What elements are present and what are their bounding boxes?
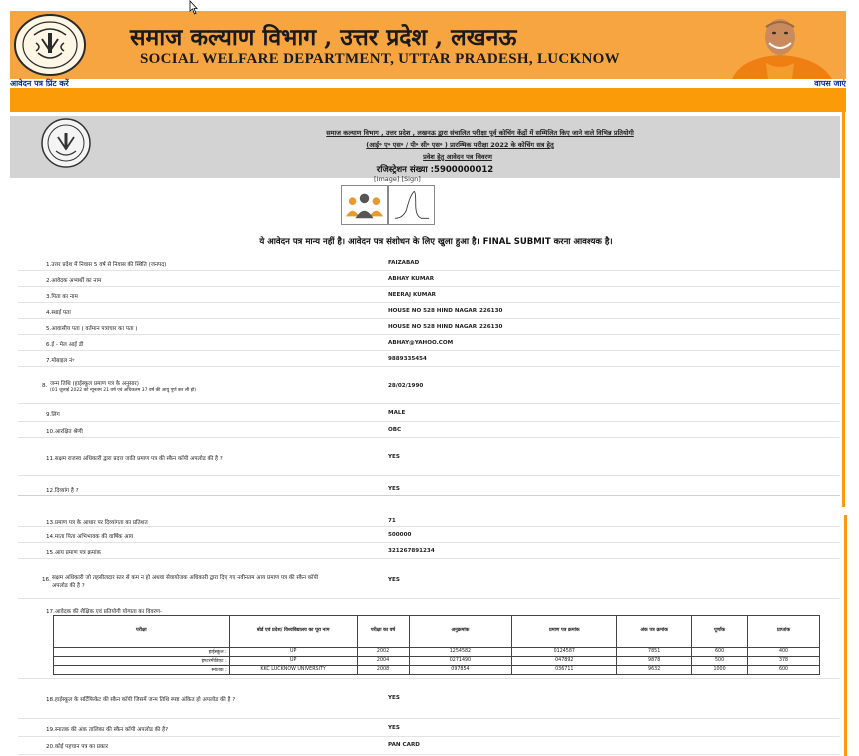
header-title-english: SOCIAL WELFARE DEPARTMENT, UTTAR PRADESH, LUCKNOW xyxy=(140,51,620,67)
table-cell: 500 xyxy=(692,656,748,665)
table-cell: 9878 xyxy=(617,656,692,665)
table-cell: UP xyxy=(229,647,357,656)
table-cell: 378 xyxy=(748,656,820,665)
table-header: अंक पत्र क्रमांक xyxy=(617,616,692,648)
field-value: 9889335454 xyxy=(388,356,427,362)
field-label: 20.कोई पहचान पत्र का प्रकार xyxy=(46,744,108,750)
field-row xyxy=(18,513,840,527)
header-title-hindi: समाज कल्याण विभाग , उत्तर प्रदेश , लखनऊ xyxy=(130,24,517,51)
field-value: YES xyxy=(388,486,400,492)
table-cell: 2002 xyxy=(357,647,409,656)
field-row xyxy=(18,679,840,719)
field-label: जन्म तिथि (हाईस्कूल प्रमाण पत्र के अनुसार) xyxy=(50,381,139,387)
field-value: 28/02/1990 xyxy=(388,383,424,389)
field-label: 12.दिव्यांग है ? xyxy=(46,488,79,494)
field-row xyxy=(18,543,840,559)
field-value: HOUSE NO 528 HIND NAGAR 226130 xyxy=(388,324,503,330)
field-value: ABHAY@YAHOO.COM xyxy=(388,340,454,346)
field-row xyxy=(18,351,840,367)
field-label: 4.स्थाई पता xyxy=(46,310,71,316)
table-cell: 2004 xyxy=(357,656,409,665)
field-row xyxy=(18,404,840,422)
field-value: 500000 xyxy=(388,532,412,538)
table-header: बोर्ड एवं प्रदेश/ विश्वविद्यालय का पूरा नाम xyxy=(229,616,357,648)
form-heading-line-2: (आई॰ ए॰ एस॰ / पी॰ सी॰ एस॰ ) प्रारम्भिक परीक्षा 2022 के कोचिंग सत्र हेतु xyxy=(366,141,554,149)
field-value: YES xyxy=(388,577,400,583)
table-cell: UP xyxy=(229,656,357,665)
field-row xyxy=(18,737,840,755)
table-cell: स्नातक : xyxy=(54,665,230,674)
education-details-table xyxy=(53,615,820,675)
chief-minister-photo xyxy=(722,13,842,79)
field-value: 321267891234 xyxy=(388,548,435,554)
field-label: 19.स्नातक की अंक तालिका की स्कैन कॉपी अपलोड की है? xyxy=(46,727,169,733)
table-cell: 0124587 xyxy=(512,647,617,656)
table-cell: 097854 xyxy=(409,665,512,674)
right-border-line xyxy=(842,112,845,507)
table-cell: 9632 xyxy=(617,665,692,674)
table-row xyxy=(54,647,820,656)
field-value: YES xyxy=(388,695,400,701)
up-government-emblem-icon xyxy=(12,13,88,77)
application-form xyxy=(10,112,840,756)
table-header: परीक्षा का वर्ष xyxy=(357,616,409,648)
field-label: 15.आय प्रमाण पत्र क्रमांक xyxy=(46,550,101,556)
image-sign-labels: [Image] [Sign] xyxy=(374,175,421,183)
table-cell: 1254582 xyxy=(409,647,512,656)
table-cell: हाईस्कूल : xyxy=(54,647,230,656)
field-value: PAN CARD xyxy=(388,742,420,748)
table-cell: 036711 xyxy=(512,665,617,674)
field-label: 6.ई - मेल आई डी xyxy=(46,342,84,348)
field-row xyxy=(18,367,840,404)
table-row xyxy=(54,656,820,665)
field-label: 17.आवेदक की शैक्षिक एवं प्रतियोगी योग्यता का विवरण- xyxy=(46,609,162,615)
field-row xyxy=(18,422,840,438)
field-value: 71 xyxy=(388,518,396,524)
application-status-notice: ये आवेदन पत्र मान्य नहीं है। आवेदन पत्र संशोधन के लिए खुला हुआ है। FINAL SUBMIT करना आवश्यक है। xyxy=(259,237,613,247)
field-label-note: (01 जुलाई 2022 को न्यूनतम 21 वर्ष एवं अधिकतम 37 वर्ष की आयु पूर्ण कर ली हो) xyxy=(50,388,197,393)
table-cell: इण्टरमीडिएट : xyxy=(54,656,230,665)
table-header: पूर्णांक xyxy=(692,616,748,648)
field-value: OBC xyxy=(388,427,402,433)
field-label: 10.आरक्षित श्रेणी xyxy=(46,429,83,435)
right-border-line-lower xyxy=(844,515,847,756)
field-row xyxy=(18,527,840,543)
field-row xyxy=(18,255,840,271)
table-header: परीक्षा xyxy=(54,616,230,648)
registration-number: रजिस्ट्रेशन संख्या :5900000012 xyxy=(376,165,494,175)
field-label: 5.आवासीय पता ( वर्तमान पत्राचार का पता ) xyxy=(46,326,138,332)
field-label: 14.माता पिता अभिभावक की वार्षिक आय xyxy=(46,534,134,540)
field-row xyxy=(18,476,840,496)
table-row xyxy=(54,665,820,674)
field-value: YES xyxy=(388,725,400,731)
field-label: 11.सक्षम राजस्व अधिकारी द्वारा प्रदत्त जाति प्रमाण पत्र की स्कैन कॉपी अपलोड की है ? xyxy=(46,456,223,462)
field-label: 3.पिता का नाम xyxy=(46,294,78,300)
table-cell: 0271490 xyxy=(409,656,512,665)
field-row xyxy=(18,438,840,476)
field-value: ABHAY KUMAR xyxy=(388,276,435,282)
field-value: YES xyxy=(388,454,400,460)
applicant-photo-placeholder-icon xyxy=(341,185,388,225)
mouse-cursor-icon xyxy=(186,0,202,16)
form-heading-line-1: समाज कल्याण विभाग , उत्तर प्रदेश , लखनऊ द्वारा संचालित परीक्षा पूर्व कोचिंग केंद्रों में सम्मिलित किए जाने वाले विभिन्न प्रतियोगी xyxy=(326,129,634,137)
table-cell: KKC LUCKNOW UNIVERSITY xyxy=(229,665,357,674)
field-row xyxy=(18,319,840,335)
field-label: 1.उत्तर प्रदेश में निवास 5 वर्ष से निवास की स्थिति (जनपद) xyxy=(46,262,167,268)
table-header: प्राप्तांक xyxy=(748,616,820,648)
field-row xyxy=(18,303,840,319)
table-cell: 2008 xyxy=(357,665,409,674)
header-banner xyxy=(10,11,846,79)
applicant-signature-image xyxy=(388,185,435,225)
table-cell: 600 xyxy=(748,665,820,674)
field-label-cont: अपलोड की है ? xyxy=(52,583,85,589)
field-value: NEERAJ KUMAR xyxy=(388,292,436,298)
field-label: सक्षम अधिकारी जो तहसीलदार स्तर से कम न हो अथवा सेवायोजक अधिकारी द्वारा दिए गए नवीनतम आय प्रमाण पत्र की स्कैन कॉपी xyxy=(52,575,319,581)
field-value: HOUSE NO 528 HIND NAGAR 226130 xyxy=(388,308,503,314)
field-value: FAIZABAD xyxy=(388,260,420,266)
table-header-row xyxy=(54,616,820,648)
top-nav-bar xyxy=(10,79,846,88)
table-cell: 1000 xyxy=(692,665,748,674)
field-label: 18.हाईस्कूल के सर्टिफिकेट की स्कैन कॉपी जिसमें जन्म तिथि स्पष्ट अंकित हो अपलोड की है ? xyxy=(46,697,236,703)
field-label: 7.मोबाइल नं॰ xyxy=(46,358,75,364)
field-row xyxy=(18,719,840,737)
table-header: अनुक्रमांक xyxy=(409,616,512,648)
go-back-link[interactable]: वापस जाएं xyxy=(814,79,846,88)
form-heading-line-3: प्रवेश हेतु आवेदन पत्र विवरण xyxy=(423,153,492,161)
table-cell: 600 xyxy=(692,647,748,656)
table-cell: 047892 xyxy=(512,656,617,665)
orange-divider-strip xyxy=(10,88,846,112)
field-label: 9.लिंग xyxy=(46,412,60,418)
table-cell: 400 xyxy=(748,647,820,656)
table-cell: 7851 xyxy=(617,647,692,656)
field-value: MALE xyxy=(388,410,406,416)
field-number: 8. xyxy=(42,383,48,389)
field-number: 16. xyxy=(42,577,51,583)
print-application-link[interactable]: आवेदन पत्र प्रिंट करें xyxy=(10,79,69,88)
field-label: 13.प्रमाण पत्र के आधार पर दिव्यांगता का प्रतिशत xyxy=(46,520,148,526)
field-row xyxy=(18,335,840,351)
field-row xyxy=(18,287,840,303)
field-row xyxy=(18,271,840,287)
table-header: प्रमाण पत्र क्रमांक xyxy=(512,616,617,648)
field-row xyxy=(18,559,840,599)
field-label: 2.आवेदक अभ्यर्थी का नाम xyxy=(46,278,102,284)
